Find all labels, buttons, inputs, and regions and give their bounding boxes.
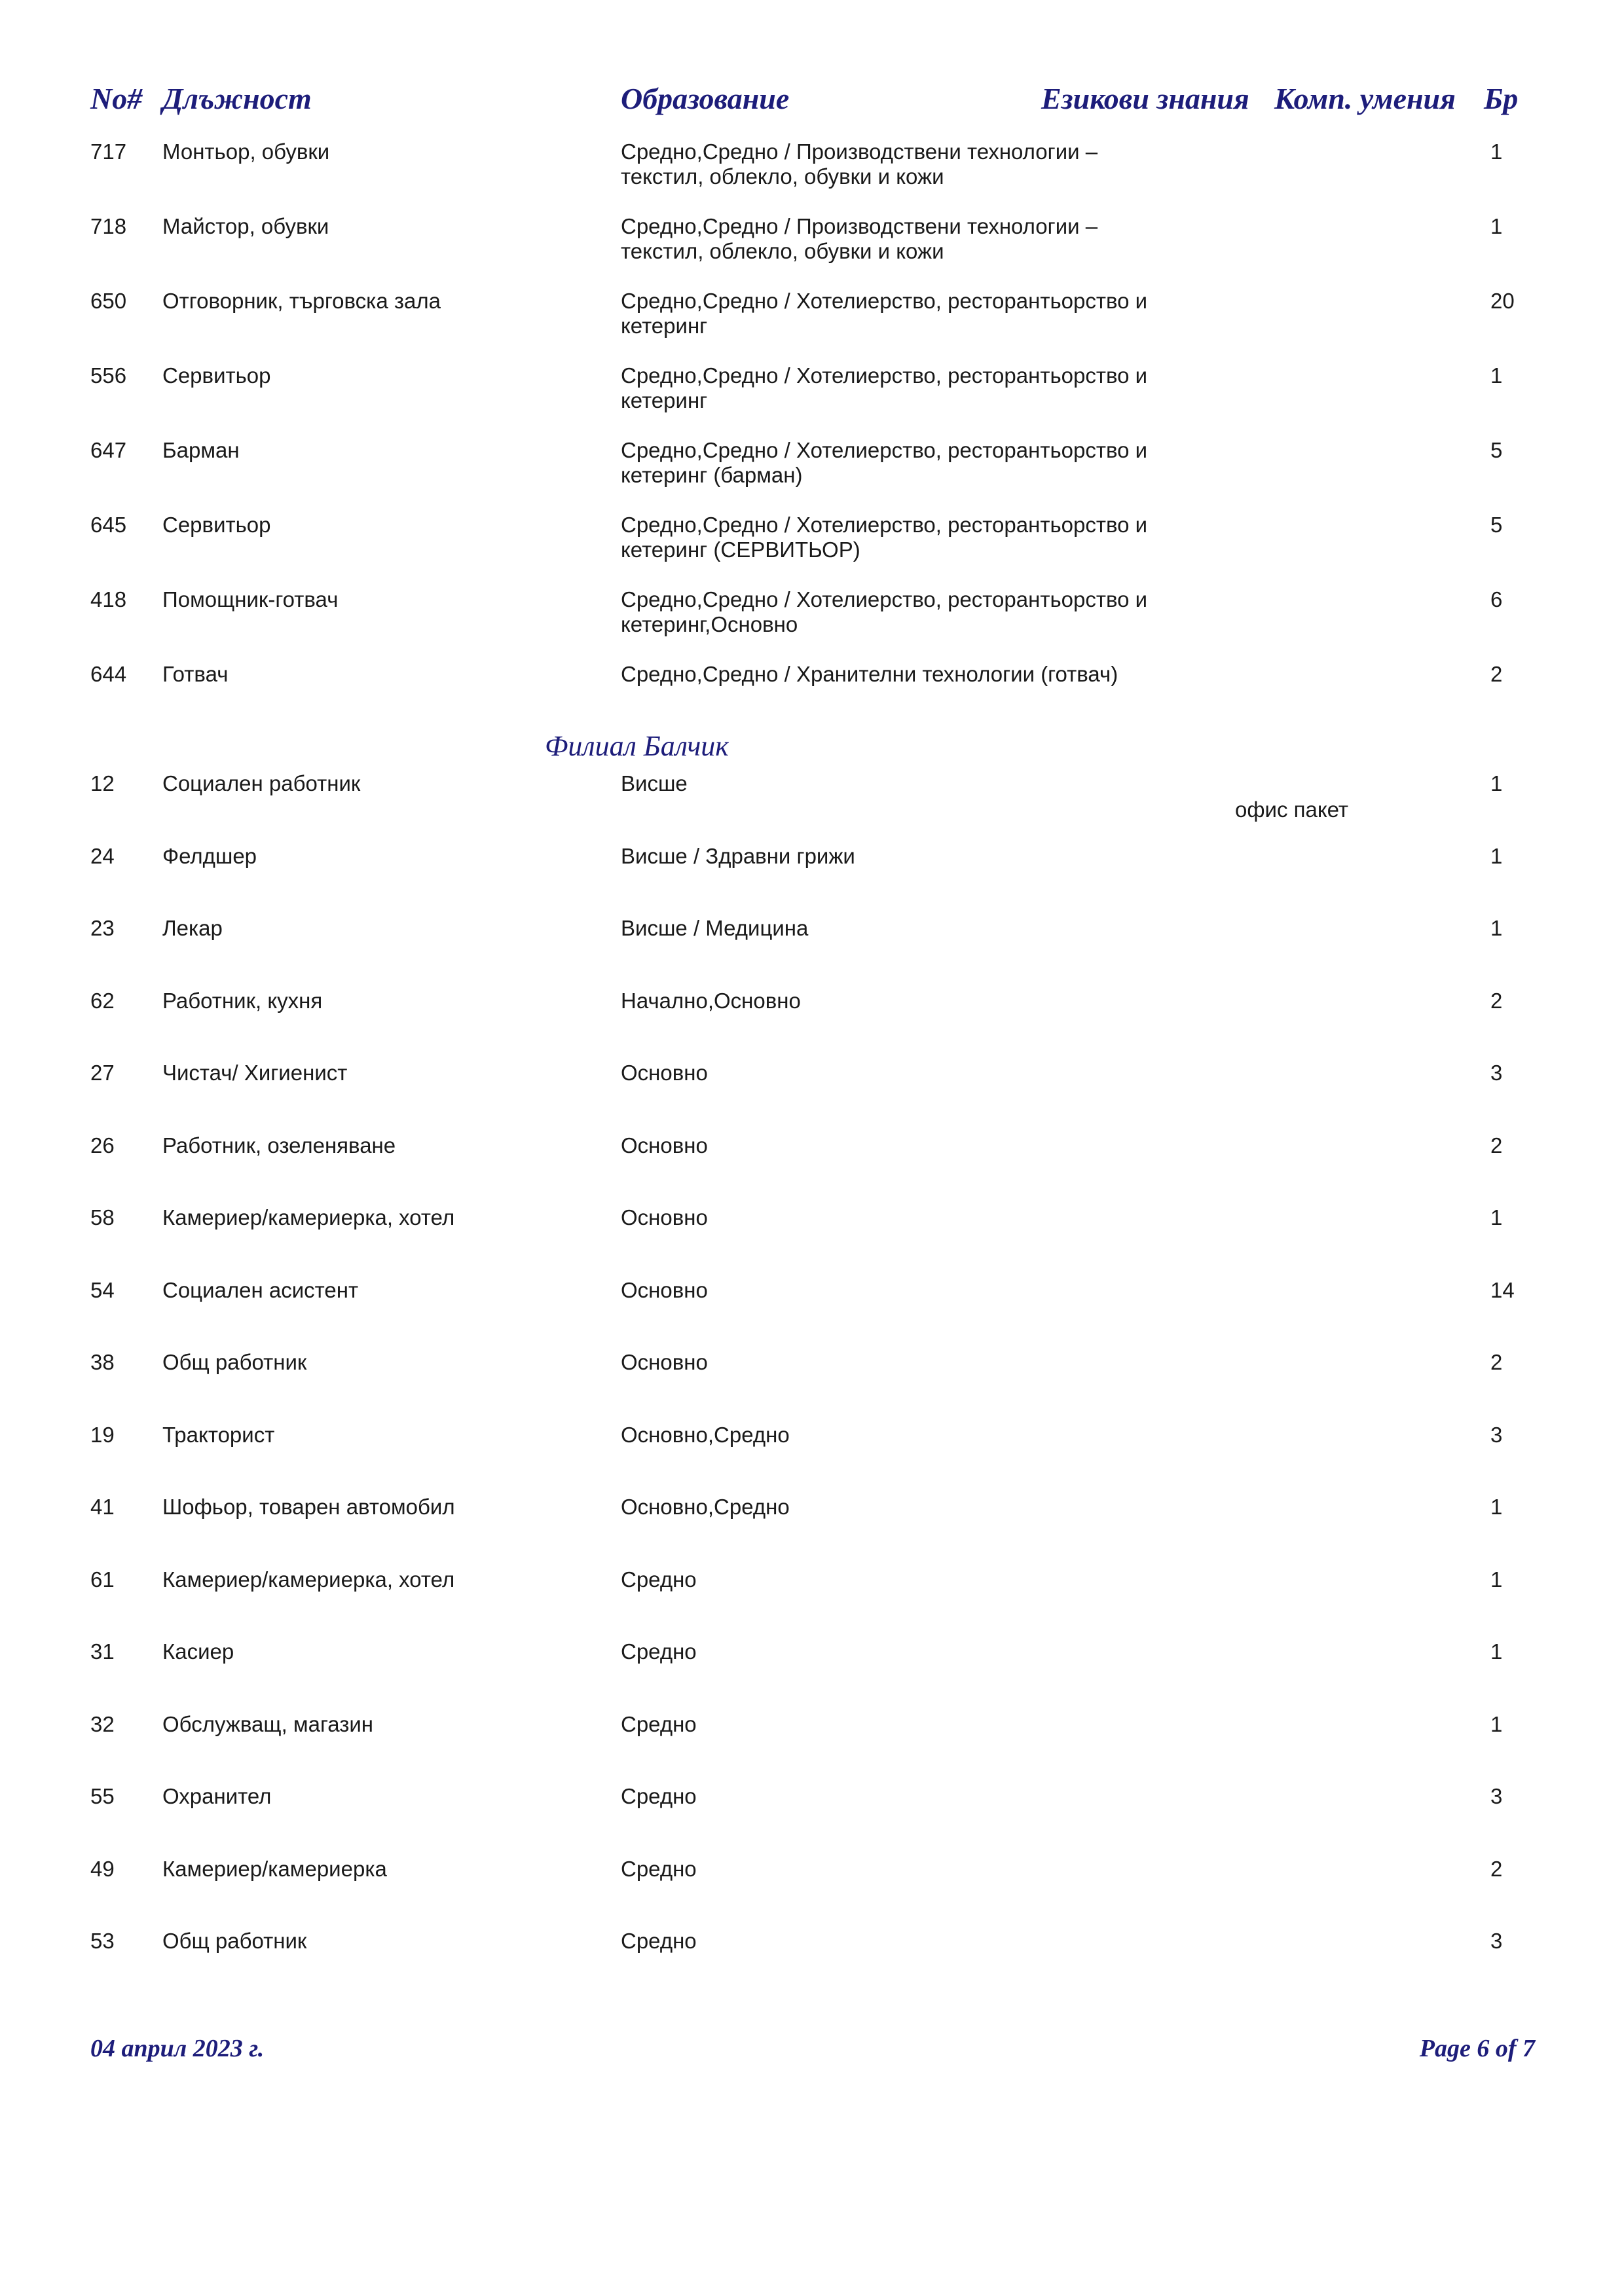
row-education: Средно,Средно / Производствени технологии – текстил, облекло, обувки и кожи: [621, 214, 1098, 263]
row-computer-skills: офис пакет: [1235, 797, 1349, 822]
row-count: 3: [1490, 1422, 1503, 1447]
row-count: 6: [1490, 587, 1503, 611]
header-count: Бр: [1484, 82, 1519, 115]
row-count: 3: [1490, 1061, 1503, 1085]
row-education: Средно: [621, 1929, 697, 1953]
row-count: 1: [1490, 843, 1503, 868]
row-position: Майстор, обувки: [162, 214, 329, 238]
row-position: Работник, кухня: [162, 988, 323, 1013]
row-count: 1: [1490, 1567, 1503, 1592]
row-count: 1: [1490, 771, 1503, 795]
row-position: Монтьор, обувки: [162, 139, 330, 164]
row-education: Начално,Основно: [621, 988, 801, 1013]
row-position: Социален асистент: [162, 1277, 359, 1302]
row-number: 556: [90, 363, 127, 388]
row-number: 53: [90, 1929, 115, 1953]
row-education: Основно: [621, 1350, 708, 1374]
row-count: 3: [1490, 1784, 1503, 1808]
row-education: Основно: [621, 1277, 708, 1302]
row-number: 718: [90, 214, 127, 238]
row-count: 20: [1490, 289, 1515, 313]
row-count: 1: [1490, 1205, 1503, 1230]
row-education: Средно,Средно / Хотелиерство, ресторантьорство и кетеринг (СЕРВИТЬОР): [621, 513, 1148, 562]
row-count: 2: [1490, 988, 1503, 1013]
row-number: 418: [90, 587, 127, 611]
row-education: Основно,Средно: [621, 1422, 790, 1447]
row-position: Камериер/камериерка, хотел: [162, 1567, 455, 1592]
row-number: 62: [90, 988, 115, 1013]
row-education: Средно: [621, 1784, 697, 1808]
row-education: Средно,Средно / Хотелиерство, ресторантьорство и кетеринг: [621, 289, 1148, 338]
row-number: 54: [90, 1277, 115, 1302]
row-count: 1: [1490, 1639, 1503, 1664]
row-position: Охранител: [162, 1784, 272, 1808]
row-education: Средно: [621, 1711, 697, 1736]
row-position: Сервитьор: [162, 363, 271, 388]
row-number: 19: [90, 1422, 115, 1447]
row-position: Шофьор, товарен автомобил: [162, 1495, 455, 1519]
row-education: Средно,Средно / Хотелиерство, ресторантьорство и кетеринг: [621, 363, 1148, 412]
row-number: 647: [90, 438, 127, 462]
row-count: 1: [1490, 363, 1503, 388]
row-position: Работник, озеленяване: [162, 1133, 396, 1157]
row-number: 58: [90, 1205, 115, 1230]
row-education: Средно: [621, 1567, 697, 1592]
row-number: 12: [90, 771, 115, 795]
row-number: 27: [90, 1061, 115, 1085]
row-education: Висше / Здравни грижи: [621, 843, 855, 868]
row-number: 38: [90, 1350, 115, 1374]
row-education: Средно: [621, 1856, 697, 1881]
row-number: 650: [90, 289, 127, 313]
row-education: Средно,Средно / Хотелиерство, ресторантьорство и кетеринг (барман): [621, 438, 1148, 487]
row-number: 26: [90, 1133, 115, 1157]
row-count: 1: [1490, 1711, 1503, 1736]
row-position: Общ работник: [162, 1350, 307, 1374]
footer-date: 04 април 2023 г.: [90, 2035, 265, 2062]
row-education: Основно: [621, 1133, 708, 1157]
row-count: 3: [1490, 1929, 1503, 1953]
row-position: Касиер: [162, 1639, 234, 1664]
section-title: Филиал Балчик: [545, 730, 729, 762]
row-position: Фелдшер: [162, 843, 257, 868]
row-education: Висше: [621, 771, 688, 795]
row-education: Средно: [621, 1639, 697, 1664]
row-position: Чистач/ Хигиенист: [162, 1061, 348, 1085]
row-count: 1: [1490, 916, 1503, 940]
row-position: Помощник-готвач: [162, 587, 339, 611]
row-position: Камериер/камериерка, хотел: [162, 1205, 455, 1230]
row-education: Основно: [621, 1061, 708, 1085]
row-count: 2: [1490, 662, 1503, 686]
row-position: Готвач: [162, 662, 229, 686]
row-count: 1: [1490, 214, 1503, 238]
row-number: 24: [90, 843, 115, 868]
row-number: 645: [90, 513, 127, 537]
header-no: No#: [90, 82, 143, 115]
row-number: 31: [90, 1639, 115, 1664]
row-number: 55: [90, 1784, 115, 1808]
header-languages: Езикови знания: [1041, 82, 1249, 115]
row-count: 14: [1490, 1277, 1515, 1302]
row-number: 49: [90, 1856, 115, 1881]
row-count: 2: [1490, 1350, 1503, 1374]
row-position: Общ работник: [162, 1929, 307, 1953]
row-education: Основно: [621, 1205, 708, 1230]
row-position: Лекар: [162, 916, 223, 940]
row-education: Основно,Средно: [621, 1495, 790, 1519]
row-count: 5: [1490, 438, 1503, 462]
row-number: 717: [90, 139, 127, 164]
row-number: 41: [90, 1495, 115, 1519]
row-count: 5: [1490, 513, 1503, 537]
row-count: 2: [1490, 1133, 1503, 1157]
row-position: Социален работник: [162, 771, 361, 795]
row-position: Тракторист: [162, 1422, 275, 1447]
row-position: Камериер/камериерка: [162, 1856, 387, 1881]
row-education: Средно,Средно / Производствени технологии – текстил, облекло, обувки и кожи: [621, 139, 1098, 189]
header-education: Образование: [621, 82, 790, 115]
row-education: Висше / Медицина: [621, 916, 809, 940]
row-position: Отговорник, търговска зала: [162, 289, 441, 313]
row-number: 644: [90, 662, 127, 686]
row-count: 1: [1490, 139, 1503, 164]
row-position: Барман: [162, 438, 240, 462]
row-education: Средно,Средно / Хотелиерство, ресторантьорство и кетеринг,Основно: [621, 587, 1148, 636]
footer-page-number: Page 6 of 7: [1419, 2035, 1535, 2062]
row-position: Сервитьор: [162, 513, 271, 537]
row-education: Средно,Средно / Хранителни технологии (готвач): [621, 662, 1118, 686]
row-position: Обслужващ, магазин: [162, 1711, 374, 1736]
header-position: Длъжност: [162, 82, 312, 115]
row-count: 2: [1490, 1856, 1503, 1881]
header-computer: Комп. умения: [1274, 82, 1456, 115]
row-number: 32: [90, 1711, 115, 1736]
row-number: 23: [90, 916, 115, 940]
row-count: 1: [1490, 1495, 1503, 1519]
row-number: 61: [90, 1567, 115, 1592]
